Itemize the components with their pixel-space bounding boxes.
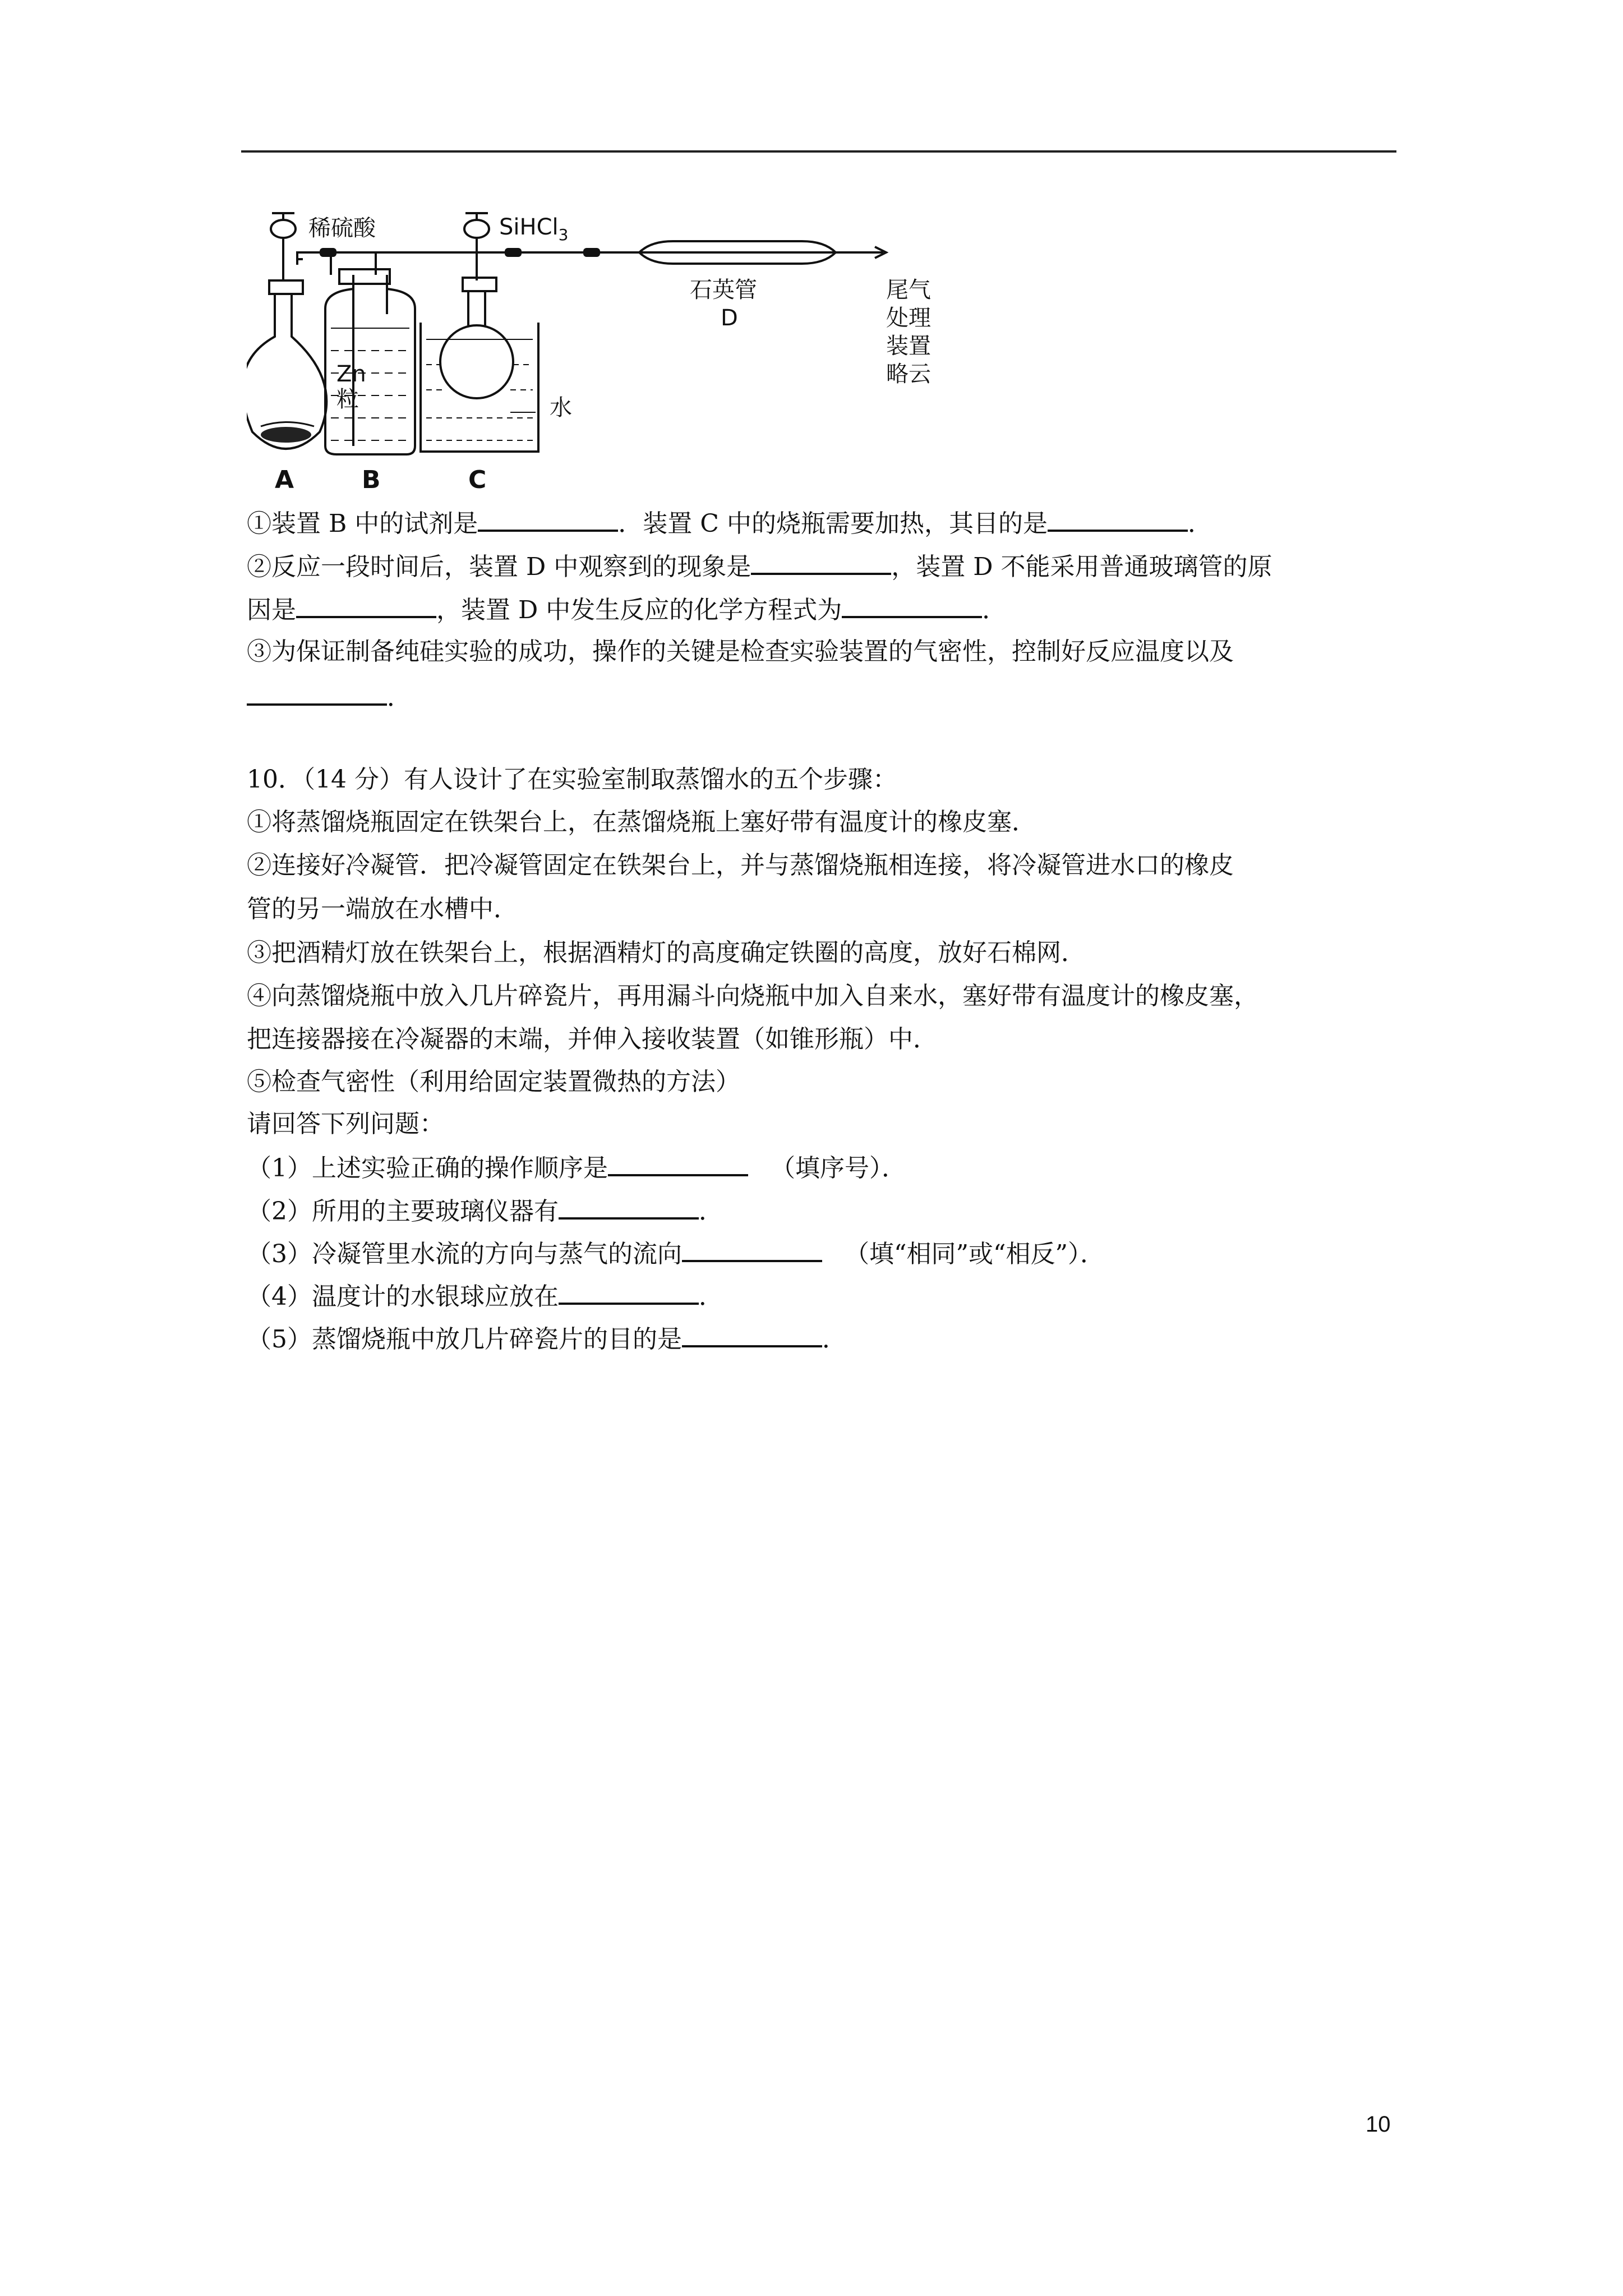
text: （填序号）． <box>771 1154 906 1182</box>
stopper-b <box>339 269 390 284</box>
text: （1）上述实验正确的操作顺序是 <box>247 1154 608 1182</box>
answer-blank[interactable] <box>682 1240 822 1262</box>
label-exhaust-1: 尾气 <box>886 277 931 303</box>
answer-blank[interactable] <box>1048 509 1188 532</box>
label-zn: Zn <box>336 361 366 387</box>
q9-line-4 <box>247 639 1234 664</box>
answer-blank[interactable] <box>842 596 982 618</box>
q10-step: 把连接器接在冷凝器的末端，并伸入接收装置（如锥形瓶）中． <box>247 1025 938 1053</box>
funnel-c <box>464 220 489 238</box>
q10-question-5 <box>247 1325 847 1352</box>
flask-c <box>440 325 513 398</box>
apparatus-diagram <box>247 196 953 499</box>
label-exhaust-3: 装置 <box>886 333 931 359</box>
q9-line-2 <box>247 553 1272 579</box>
label-quartz-tube: 石英管 <box>690 277 757 303</box>
label-a: A <box>275 466 294 494</box>
q10-step: ③把酒精灯放在铁架台上，根据酒精灯的高度确定铁圈的高度，放好石棉网． <box>247 938 1086 967</box>
label-b: B <box>362 466 381 494</box>
text: （5）蒸馏烧瓶中放几片碎瓷片的目的是 <box>247 1325 682 1354</box>
header-rule <box>241 150 1396 153</box>
text: （填“相同”或“相反”）． <box>845 1240 1105 1268</box>
text: 因是 <box>247 596 296 624</box>
q10-title: 10．（14 分）有人设计了在实验室制取蒸馏水的五个步骤： <box>247 765 897 794</box>
text: ． <box>1187 509 1212 538</box>
q10-question-2 <box>247 1197 723 1224</box>
q10-question-1 <box>247 1154 906 1181</box>
page-number: 10 <box>1366 2112 1391 2137</box>
answer-blank[interactable] <box>559 1197 699 1220</box>
funnel-a <box>271 220 296 238</box>
label-exhaust-4: 略云 <box>886 361 931 387</box>
beaker-c <box>421 323 538 452</box>
answer-blank[interactable] <box>751 553 891 575</box>
text: ． <box>822 1325 847 1354</box>
text: （2）所用的主要玻璃仪器有 <box>247 1197 559 1226</box>
stopper-c <box>463 278 496 291</box>
label-dilute-sulfuric-acid: 稀硫酸 <box>308 215 376 241</box>
text: ②反应一段时间后，装置 D 中观察到的现象是 <box>247 553 751 581</box>
label-d: D <box>721 305 738 331</box>
text: （4）温度计的水银球应放在 <box>247 1282 559 1311</box>
label-exhaust-2: 处理 <box>886 305 931 331</box>
answer-blank[interactable] <box>682 1325 822 1347</box>
zn-granules <box>261 427 311 443</box>
q10-question-4 <box>247 1282 723 1309</box>
q9-line-1 <box>247 509 1212 536</box>
q10-step: ④向蒸馏烧瓶中放入几片碎瓷片，再用漏斗向烧瓶中加入自来水，塞好带有温度计的橡皮塞， <box>247 982 1258 1010</box>
answer-blank[interactable] <box>247 683 387 706</box>
flask-a <box>247 294 326 449</box>
text: ．装置 C 中的烧瓶需要加热，其目的是 <box>618 509 1048 538</box>
q10-step: ②连接好冷凝管．把冷凝管固定在铁架台上，并与蒸馏烧瓶相连接，将冷凝管进水口的橡皮 <box>247 851 1234 880</box>
text: ． <box>982 596 1007 624</box>
q9-line-3 <box>247 596 1007 623</box>
q9-line-5 <box>247 683 412 710</box>
q10-step: ①将蒸馏烧瓶固定在铁架台上，在蒸馏烧瓶上塞好带有温度计的橡皮塞． <box>247 808 1036 836</box>
text: ，装置 D 不能采用普通玻璃管的原 <box>891 553 1272 581</box>
answer-blank[interactable] <box>296 596 436 618</box>
answer-blank[interactable] <box>559 1282 699 1305</box>
stopper-a <box>269 280 303 294</box>
label-water: 水 <box>550 395 572 421</box>
label-zn-granules: 粒 <box>336 386 359 412</box>
text: ，装置 D 中发生反应的化学方程式为 <box>436 596 842 624</box>
label-c: C <box>468 466 487 494</box>
text: ． <box>387 683 412 712</box>
q10-prompt: 请回答下列问题： <box>247 1110 444 1138</box>
text: ①装置 B 中的试剂是 <box>247 509 478 538</box>
text: ③为保证制备纯硅实验的成功，操作的关键是检查实验装置的气密性，控制好反应温度以及 <box>247 637 1234 666</box>
answer-blank[interactable] <box>478 509 618 532</box>
q10-step: ⑤检查气密性（利用给固定装置微热的方法） <box>247 1068 740 1096</box>
text: （3）冷凝管里水流的方向与蒸气的流向 <box>247 1240 682 1268</box>
q10-step: 管的另一端放在水槽中． <box>247 895 518 923</box>
label-sihcl3: SiHCl$_3$ <box>499 214 569 244</box>
q10-question-3 <box>247 1240 1105 1267</box>
text: ． <box>699 1197 723 1226</box>
text: ． <box>699 1282 723 1311</box>
answer-blank[interactable] <box>608 1154 748 1176</box>
